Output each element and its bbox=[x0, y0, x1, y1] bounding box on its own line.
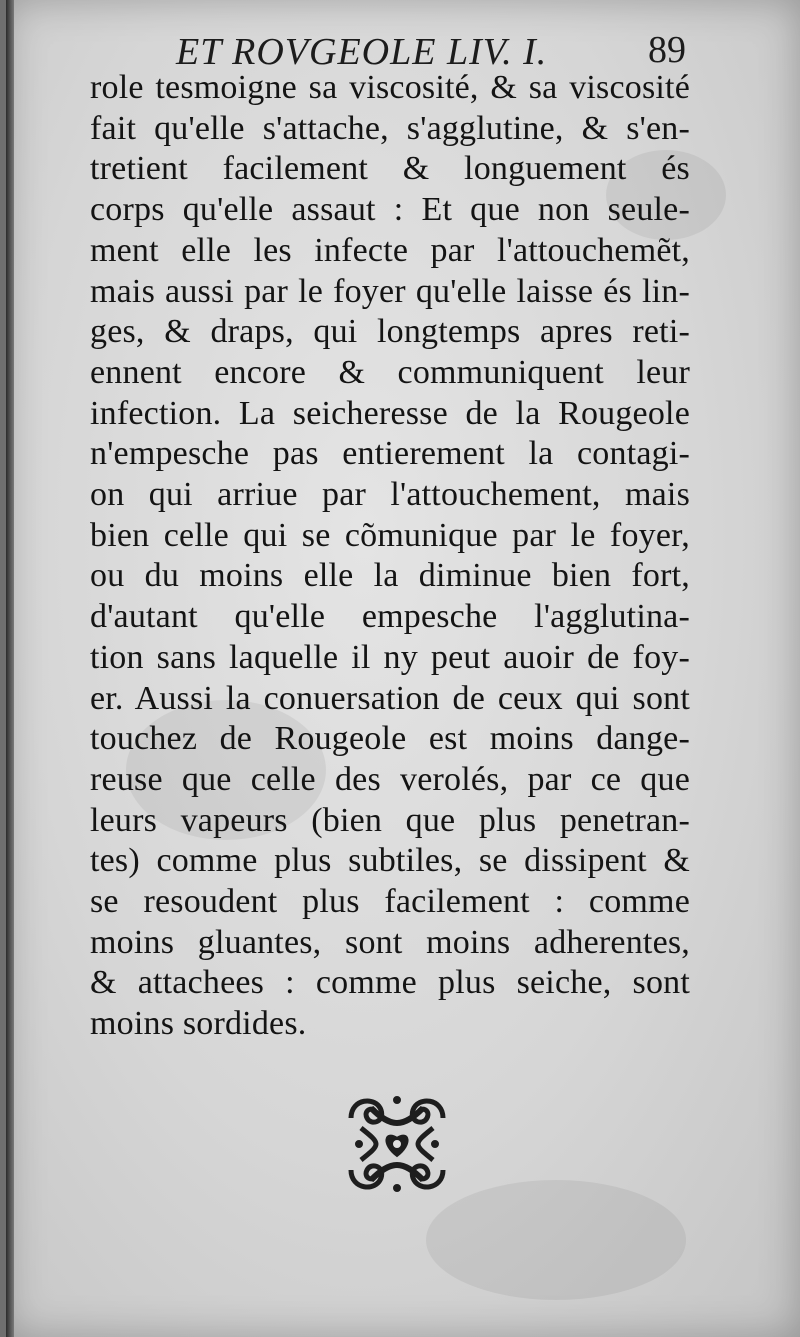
text-line: corps qu'elle assaut : Et que non seule- bbox=[90, 191, 690, 229]
text-line: moins sordides. bbox=[90, 1005, 307, 1043]
text-line: ennent encore & communiquent leur bbox=[90, 353, 690, 391]
text-line: touchez de Rougeole est moins dange- bbox=[90, 720, 690, 758]
text-line: bien celle qui se cõmunique par le foyer, bbox=[90, 516, 690, 554]
text-line: d'autant qu'elle empesche l'agglutina- bbox=[90, 598, 690, 636]
text-line: moins gluantes, sont moins adherentes, bbox=[90, 923, 690, 961]
text-line: er. Aussi la conuersation de ceux qui sont bbox=[90, 679, 690, 717]
book-page bbox=[6, 0, 800, 1337]
body-text bbox=[90, 68, 690, 1045]
text-line: mais aussi par le foyer qu'elle laisse és lin- bbox=[90, 272, 690, 310]
running-head: ET ROVGEOLE LIV. I. bbox=[176, 31, 548, 73]
text-line: role tesmoigne sa viscosité, & sa viscosité bbox=[90, 69, 690, 106]
text-line: n'empesche pas entierement la contagi- bbox=[90, 435, 690, 473]
text-line: on qui arriue par l'attouchement, mais bbox=[90, 476, 690, 514]
text-line: se resoudent plus facilement : comme bbox=[90, 883, 690, 921]
text-line: ges, & draps, qui longtemps apres reti- bbox=[90, 313, 690, 351]
text-line: & attachees : comme plus seiche, sont bbox=[90, 964, 690, 1002]
text-line: infection. La seicheresse de la Rougeole bbox=[90, 394, 690, 432]
paper-stain bbox=[426, 1180, 686, 1300]
text-line: leurs vapeurs (bien que plus penetran- bbox=[90, 801, 690, 839]
text-line: ou du moins elle la diminue bien fort, bbox=[90, 557, 690, 595]
text-line: ment elle les infecte par l'attouchemẽt, bbox=[90, 231, 690, 269]
printer-fleuron-ornament-icon bbox=[341, 1088, 453, 1200]
text-line: fait qu'elle s'attache, s'agglutine, & s'en- bbox=[90, 109, 690, 147]
text-line: tes) comme plus subtiles, se dissipent & bbox=[90, 842, 690, 880]
page-gutter-edge bbox=[6, 0, 14, 1337]
text-line: tion sans laquelle il ny peut auoir de foy- bbox=[90, 638, 690, 676]
text-line: reuse que celle des verolés, par ce que bbox=[90, 760, 690, 798]
page-number: 89 bbox=[648, 29, 686, 71]
text-line: tretient facilement & longuement és bbox=[90, 150, 690, 188]
